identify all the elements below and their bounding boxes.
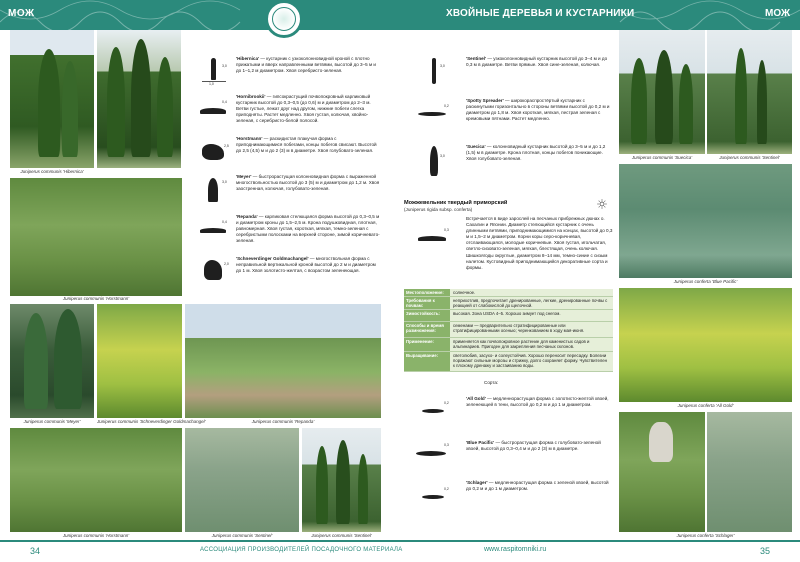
info-row: Способы и время размножения: семенами — предварительно стратифицированные или стратифицированными осенью; черенкованием в ходу мая-июня. [404,322,613,338]
photo-schlager-rock [619,412,705,532]
info-row: Выращивание: светолюбив, засухо- и солеустойчив. Хорошо переносит пересадку. Болезни поражают сильные морозы и стрижку, долго сохраняет форму. Чувствителен к плохому дренажу и застаиванию воды. [404,352,613,372]
caption-c12: Juniperus conferta 'All Gold' [677,403,734,408]
photo-suecica [619,30,705,154]
caption-c3: Juniperus communis 'Meyer' [23,419,81,424]
caption-c2: Juniperus communis 'Horstmann' [62,296,130,301]
text-hornibrookii: 'Hornibrookii' — гипсокрастущий почвопокровный карликовый кустарник высотой до 0,3–0,5 (до 0,6) м и диаметром до 2–3 м. Ветви густые, лежат друг над другом, нижние побеги слегка приподняты. Растет медленно. Хвоя густая, колючая, хвойно-зеленая, с серебристо-белой полосой. [236,94,371,124]
photo-blue-pacific [619,164,792,278]
text-suecica: 'Suecica' — колонновидный кустарник высотой до 3–5 м и до 1,2 (1,5) м в диаметре. Крона плотная, концы побегов поникающие. Хвоя голубовато-зеленая. [466,144,606,162]
species-title: Можжевельник твердый приморский [404,200,508,206]
caption-c9: Juniperus communis 'Suecica' [631,155,693,160]
silhouette-all-gold: 0,2 [418,400,450,418]
silhouette-hornibrookii: 0,4 [198,100,230,120]
photo-hibernica [10,30,94,168]
silhouette-goldmachangel: 2,0 [198,256,230,284]
silhouette-schlager: 0,2 [418,486,450,504]
photo-columnar-row [97,30,181,168]
text-conferta-description: Встречается в виде зарослей на песчаных прибрежных дюнах о. Сахалин и Японии. Диаметр стелющийся кустарник с очень длинными ветвями, приподнимающимися на концах, высотой до 0,3 м и 1,5–2 м диаметром. Корни коры серо-коричневая, отслаивающаяся, молодые коричневые. Хвоя густая, игольчатая, светло-сизовато-зеленая, мягкая, блестящая, очень колючая. Шишкоягоды округлые, диаметром 8–14 мм, темно-синие с сизым налетом. Кустовидный приподнимающийся декоративные сорта и формы. [466,216,613,270]
header-right-label: МОЖ [764,8,790,19]
section-title: ХВОЙНЫЕ ДЕРЕВЬЯ И КУСТАРНИКИ [446,8,635,19]
text-all-gold: 'All Gold' — медленнорастущая форма с золотисто-желтой хвоей, зеленеющей в тени, высотой до 0,2 м и до 1 м диаметром. [466,396,609,408]
silhouette-horstmann: 2,5 [198,140,230,166]
photo-goldmachangel [97,304,182,418]
caption-c7: Juniperus communis 'Horstmann' [62,533,130,538]
silhouette-hibernica: 3,0 1,0 [198,56,230,86]
photo-meyer [10,304,94,418]
silhouette-repanda: 0,4 [198,218,230,240]
text-sentinel: 'Sentinel' — узкоколонновидный кустарник высотой до 3–4 м и до 0,3 м в диаметре. Ветви прямые. Хвоя сине-зеленая, колючая. [466,56,608,68]
cultivars-label: Сорта: [484,380,499,385]
text-blue-pacific: 'Blue Pacific' — быстрорастущая форма с голубовато-зеленой хвоей, высотой до 0,3–0,4 м и до 2 (3) м в диаметре. [466,440,601,452]
ornament-swirl-left [0,0,260,30]
text-hibernica: 'Hibernica' — кустарник с узкоколонновидной кроной с плотно прижатыми и вверх направленными ветвями, высотой до 3–5 м и до 1–1,2 м диаметром. Хвоя серебристо-зеленая. [236,56,376,74]
page-number-right: 35 [759,546,770,556]
text-repanda: 'Repanda' — карликовая стелющаяся форма высотой до 0,3–0,5 м и диаметром кроны до 1,5–2,5 м. Крона подушковидная, плотная, равномерная. Хвоя густая, короткая, мягкая, темно-зеленая с серебристыми полосками на верхней стороне, зимой коричневато-зеленая. [236,214,380,244]
caption-c6: Juniperus communis 'Sentinel' [211,533,273,538]
footer [0,540,800,562]
header-left-label: МОЖ [8,8,35,19]
caption-c8: Juniperus communis 'Sentinel' [311,533,372,538]
text-schlager: 'Schlager' — медленнорастущая форма с зеленой хвоей, высотой до 0,2 м и до 1 м диаметром. [466,480,609,492]
silhouette-suecica: 3,0 [420,144,448,182]
silhouette-meyer: 3,0 [198,174,230,206]
text-meyer: 'Meyer' — быстрорастущая колонновидная форма с выраженной многоствольностью высотой до 3 (5) м и диаметром до 1,2 м. Хвоя заостренная, колючая, голубовато-зеленая. [236,174,380,192]
header-band [0,0,800,30]
text-goldmachangel: 'Schneverdinger Goldmachangel' — многоствольная форма с неправильной вертикальной кроной высотой до 2 м и диаметром до 1 м. Хвоя золотисто-желтая, с возрастом зеленеющая. [236,256,376,274]
photo-schlager [707,412,792,532]
photo-all-gold [619,288,792,402]
text-horstmann: 'Horstmann' — раскидистая плакучая форма с приподнимающимися побегами, концы побегов свисают. Высотой до 2,5 (4,5) м и до 2 (3) м в диаметре. Хвоя голубовато-зеленая. [236,136,377,154]
caption-c11: Juniperus conferta 'Blue Pacific' [673,279,738,284]
text-spotty-spreader: 'Spotty Spreader' — широкораспростёртый кустарник с раскинутыми горизонтально в стороны ветвями высотой до 0,2 м и диаметром до 1,8 м. Хвоя короткая, мягкая, пестрая зеленая с кремовыми пятнами. Растет медленно. [466,98,610,122]
caption-c10: Juniperus communis 'Sentinel' [719,155,780,160]
association-emblem-icon [265,0,303,38]
caption-c13: Juniperus conferta 'Schlager' [676,533,735,538]
photo-sentinel-left [302,428,381,532]
footer-url-link[interactable]: www.raspitomniki.ru [484,546,547,553]
info-row: Местоположение: солнечное. [404,289,613,297]
caption-c4: Juniperus communis 'Schneverdinger Goldmachangel' [97,419,206,424]
photo-repanda [10,428,182,532]
caption-c5: Juniperus communis 'Repanda' [251,419,315,424]
silhouette-blue-pacific: 0,3 [414,442,450,460]
caption-c1: Juniperus communis 'Hibernica' [20,169,84,174]
photo-garden-scene [185,304,381,418]
sun-icon [597,199,607,209]
info-row: Применение: применяется как почвопокровное растение для каменистых садов и альпинариев. Пригоден для закрепления песчаных склонов. [404,338,613,352]
photo-horstmann [185,428,299,532]
silhouette-conferta: 0,3 [416,228,450,246]
silhouette-spotty-spreader: 0,2 [416,104,450,122]
photo-hornibrookii [10,178,182,296]
silhouette-sentinel: 3,0 [420,56,448,90]
species-latin-name: (Juniperus rigida subsp. conferta) [404,207,473,212]
page-number-left: 34 [30,546,41,556]
photo-sentinel-right [707,30,792,154]
info-row: Зимостойкость: высокая. Зона USDA 4–5. Хорошо зимует под снегом. [404,310,613,322]
info-row: Требования к почвам: неприхотлив, предпочитает дренированные, легкие, дренированные почвы с реакцией от слабокислой до щелочной. [404,297,613,310]
footer-association: АССОЦИАЦИЯ ПРОИЗВОДИТЕЛЕЙ ПОСАДОЧНОГО МАТЕРИАЛА [200,547,403,553]
